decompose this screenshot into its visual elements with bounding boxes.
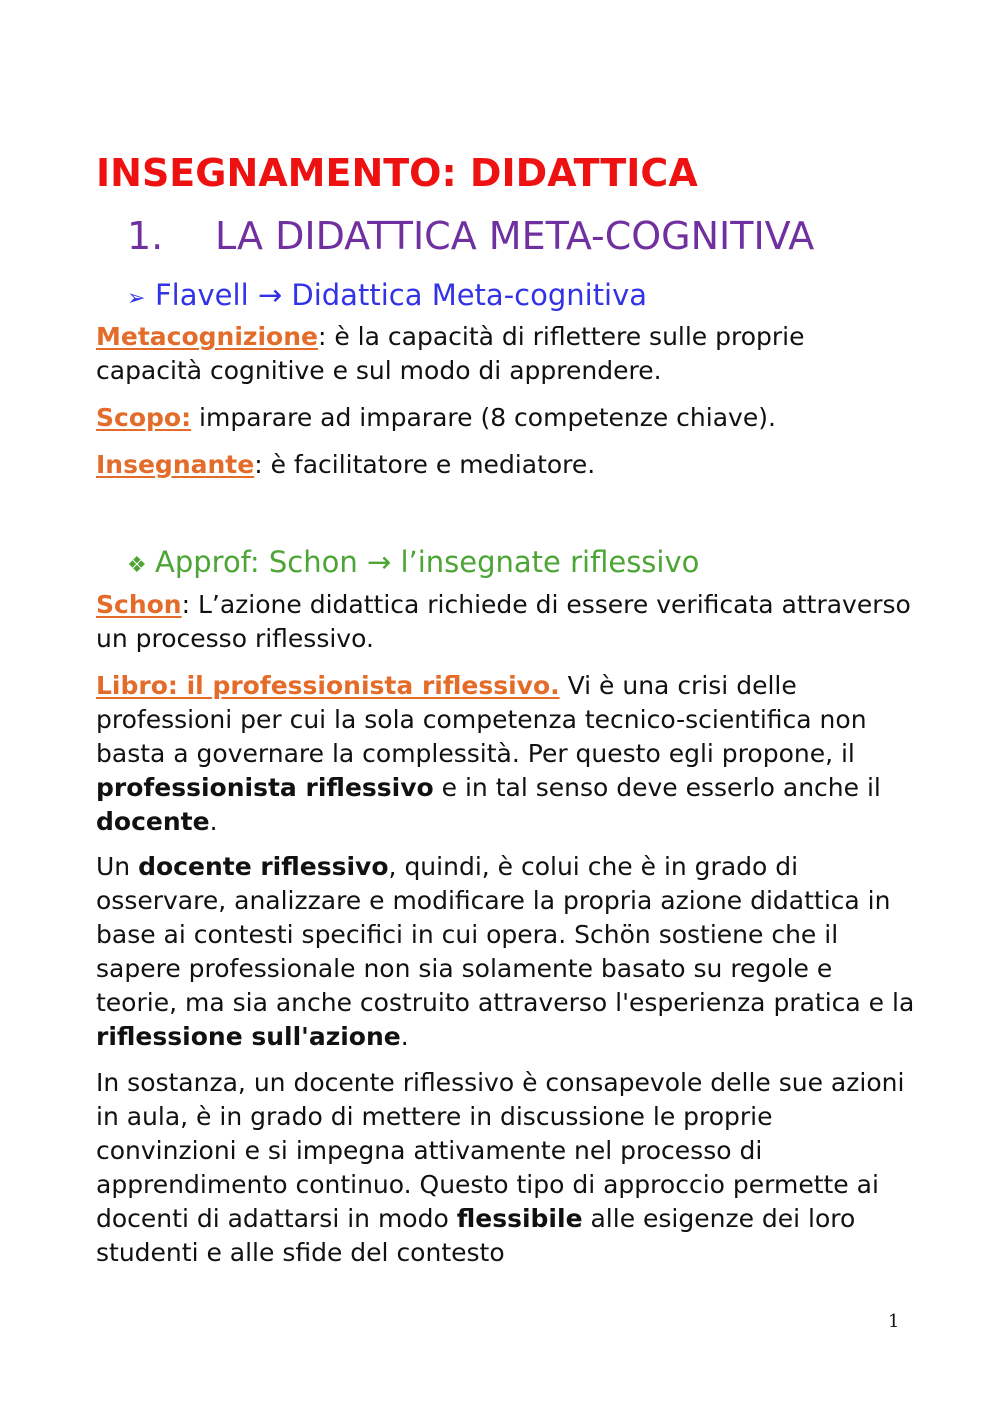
arrow-bullet-icon: ➢ [127,286,146,311]
definition-schon-text: : L’azione didattica richiede di essere verificata attraverso un processo riflessivo. [96,590,911,653]
section-heading [127,212,814,260]
definition-insegnante [96,448,916,482]
bold-docente-riflessivo: docente riflessivo [138,852,389,881]
term-insegnante: Insegnante [96,450,255,479]
definition-scopo [96,401,916,435]
subheading-schon-text2: l’insegnate riflessivo [400,545,700,579]
bold-professionista-riflessivo: professionista riflessivo [96,773,434,802]
bold-docente: docente [96,807,210,836]
paragraph-docente-text-1: Un [96,852,139,881]
right-arrow-icon: → [257,278,283,312]
definition-scopo-text: imparare ad imparare (8 competenze chiave). [191,403,776,432]
bold-flessibile: flessibile [456,1204,583,1233]
paragraph-libro-text-1: Vi è una crisi delle professioni per cui la sola competenza tecnico-scientifica non basta a governare la complessità. Per questo egli propone, il [96,671,867,768]
paragraph-docente-riflessivo [96,850,916,1054]
paragraph-in-sostanza [96,1066,916,1270]
paragraph-docente-text-2: , quindi, è colui che è in grado di osservare, analizzare e modificare la propria azione didattica in base ai contesti specifici in cui opera. Schön sostiene che il sapere professionale non sia solamente basato su regole e teorie, ma sia anche costruito attraverso l'esperienza pratica e la [96,852,915,1017]
term-scopo: Scopo: [96,403,192,432]
diamond-bullet-icon: ❖ [127,553,147,578]
section-number: 1. [127,214,164,258]
bold-riflessione-sull-azione: riflessione sull'azione [96,1022,401,1051]
right-arrow-icon: → [366,545,392,579]
subheading-schon [127,542,699,586]
paragraph-libro [96,669,916,839]
document-title: INSEGNAMENTO: DIDATTICA [96,151,698,195]
subheading-flavell [127,275,647,319]
definition-insegnante-text: : è facilitatore e mediatore. [254,450,596,479]
term-metacognizione: Metacognizione [96,322,318,351]
definition-metacognizione [96,320,916,388]
page-number: 1 [888,1311,900,1332]
paragraph-libro-text-3: . [209,807,218,836]
subheading-flavell-text: Flavell [155,278,249,312]
subheading-schon-text: Approf: Schon [155,545,358,579]
paragraph-libro-text-2: e in tal senso deve esserlo anche il [433,773,881,802]
paragraph-docente-text-3: . [400,1022,409,1051]
term-libro: Libro: il professionista riflessivo. [96,671,560,700]
paragraph-sostanza-text-1: In sostanza, un docente riflessivo è consapevole delle sue azioni in aula, è in grado di mettere in discussione le proprie convinzioni e si impegna attivamente nel processo di apprendimento continuo. Questo tipo di approccio permette ai docenti di adattarsi in modo [96,1068,905,1233]
definition-schon [96,588,916,656]
term-schon: Schon [96,590,182,619]
subheading-flavell-text2: Didattica Meta-cognitiva [291,278,648,312]
definition-metacognizione-text: : è la capacità di riflettere sulle proprie capacità cognitive e sul modo di apprendere. [96,322,805,385]
section-title: LA DIDATTICA META-COGNITIVA [215,214,815,258]
paragraph-sostanza-text-2: alle esigenze dei loro studenti e alle sfide del contesto [96,1204,856,1267]
